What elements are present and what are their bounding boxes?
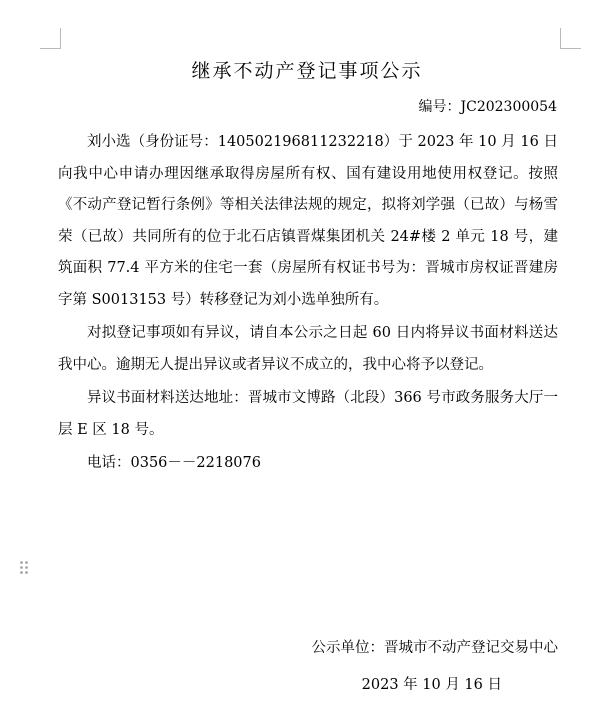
publish-date: 2023 年 10 月 16 日 xyxy=(361,677,502,693)
document-number: 编号：JC202300054 xyxy=(418,99,557,115)
paragraph-objection: 对拟登记事项如有异议，请自本公示之日起 60 日内将异议书面材料送达我中心。逾期无人提出异议或者异议不成立的，我中心将予以登记。 xyxy=(58,325,558,373)
document-body xyxy=(58,127,558,480)
paragraph-address: 异议书面材料送达地址：晋城市文博路（北段）366 号市政务服务大厅一层 E 区 18 号。 xyxy=(58,390,558,438)
page-corner-mark-top-left xyxy=(40,28,61,49)
document-title: 继承不动产登记事项公示 xyxy=(191,60,423,82)
page-corner-mark-top-right xyxy=(560,28,581,49)
paragraph-phone: 电话：0356－－2218076 xyxy=(87,455,261,471)
drag-handle-icon[interactable] xyxy=(19,560,29,576)
paragraph-applicant: 刘小选（身份证号：140502196811232218）于 2023 年 10 月 16 日向我中心申请办理因继承取得房屋所有权、国有建设用地使用权登记。按照《不动产登记暂行条例》等相关法律法规的规定，拟将刘学强（已故）与杨雪荣（已故）共同所有的位于北石店镇晋煤集团机关 24#楼 2 单元 18 号，建筑面积 77.4 平方米的住宅一套（房屋所有权证书号为：晋城市房权证晋建房字第 S0013153 号）转移登记为刘小选单独所有。 xyxy=(58,134,558,308)
publishing-unit: 公示单位：晋城市不动产登记交易中心 xyxy=(311,640,558,656)
